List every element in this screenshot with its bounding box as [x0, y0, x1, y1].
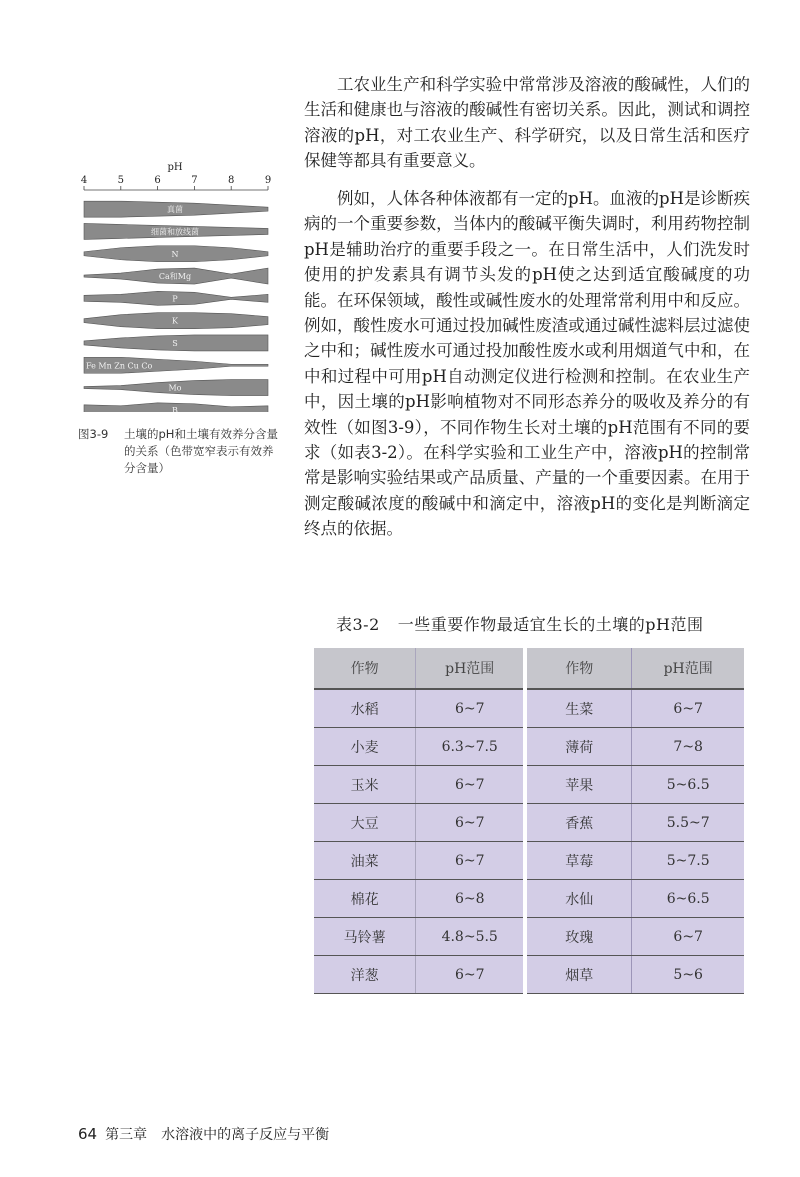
nutrient-bands — [84, 201, 268, 412]
ph-range-cell: 5~6 — [632, 956, 744, 994]
crop-name-cell: 苹果 — [525, 766, 632, 804]
table-title — [336, 612, 703, 635]
ph-range-cell: 6~7 — [632, 689, 744, 728]
nutrient-band-label: N — [171, 249, 179, 259]
crop-name-cell: 水仙 — [525, 880, 632, 918]
table-number: 表3-2 — [336, 615, 380, 634]
chapter-label: 第三章 — [105, 1127, 148, 1143]
nutrient-band-label: P — [172, 294, 178, 304]
ph-tick-label: 5 — [117, 175, 124, 186]
ph-range-cell: 7~8 — [632, 728, 744, 766]
crop-name-cell: 油菜 — [314, 842, 416, 880]
nutrient-band-label: Mo — [168, 383, 182, 393]
crop-name-cell: 玫瑰 — [525, 918, 632, 956]
table-row — [314, 804, 744, 842]
crop-name-cell: 薄荷 — [525, 728, 632, 766]
ph-axis — [81, 175, 271, 190]
header-crop: 作物 — [314, 648, 416, 689]
intro-paragraph: 工农业生产和科学实验中常常涉及溶液的酸碱性，人们的生活和健康也与溶液的酸碱性有密切关系。因此，测试和调控溶液的pH，对工农业生产、科学研究，以及日常生活和医疗保健等都具有重要意义。 — [304, 75, 750, 171]
ph-range-cell: 6~7 — [416, 842, 525, 880]
crop-name-cell: 棉花 — [314, 880, 416, 918]
figure-number: 图3-9 — [78, 427, 109, 441]
table-title-text: 一些重要作物最适宜生长的土壤的pH范围 — [397, 615, 704, 634]
nutrient-band-label: K — [172, 316, 178, 326]
page-footer — [78, 1124, 329, 1144]
ph-tick-label: 7 — [191, 175, 198, 186]
crop-name-cell: 香蕉 — [525, 804, 632, 842]
ph-range-cell: 6~7 — [416, 766, 525, 804]
page-number: 64 — [78, 1125, 98, 1143]
body-paragraph: 例如，人体各种体液都有一定的pH。血液的pH是诊断疾病的一个重要参数，当体内的酸碱平衡失调时，利用药物控制pH是辅助治疗的重要手段之一。在日常生活中，人们洗发时使用的护发素具有调节头发的pH使之达到适宜酸碱度的功能。在环保领域，酸性或碱性废水的处理常常利用中和反应。例如，酸性废水可通过投加碱性废渣或通过碱性滤料层过滤使之中和；碱性废水可通过投加酸性废水或利用烟道气中和，在中和过程中可用pH自动测定仪进行检测和控制。在农业生产中，因土壤的pH影响植物对不同形态养分的吸收及养分的有效性（如图3-9），不同作物生长对土壤的pH范围有不同的要求（如表3-2）。在科学实验和工业生产中，溶液pH的控制常常是影响实验结果或产品质量、产量的一个重要因素。在用于测定酸碱浓度的酸碱中和滴定中，溶液pH的变化是判断滴定终点的依据。 — [304, 189, 750, 539]
nutrient-band-label: S — [172, 338, 178, 348]
ph-tick-label: 9 — [264, 175, 272, 186]
crop-name-cell: 玉米 — [314, 766, 416, 804]
ph-range-cell: 6~7 — [416, 689, 525, 728]
crop-ph-table — [314, 648, 744, 994]
ph-range-cell: 6~7 — [416, 804, 525, 842]
crop-name-cell: 水稻 — [314, 689, 416, 728]
ph-tick-label: 6 — [154, 175, 161, 186]
ph-range-cell: 6~7 — [632, 918, 744, 956]
nutrient-band-label: 真菌 — [167, 205, 183, 215]
nutrient-band-label: Fe Mn Zn Cu Co — [86, 361, 153, 371]
ph-range-cell: 4.8~5.5 — [416, 918, 525, 956]
ph-tick-label: 8 — [228, 175, 235, 186]
table-row — [314, 842, 744, 880]
table-row — [314, 956, 744, 994]
table-row — [314, 728, 744, 766]
figure-caption-text: 土壤的pH和土壤有效养分含量的关系（色带宽窄表示有效养分含量） — [124, 427, 278, 475]
ph-range-cell: 6~6.5 — [632, 880, 744, 918]
nutrient-band-label: B — [172, 405, 178, 412]
ph-range-cell: 6~8 — [416, 880, 525, 918]
table-row — [314, 880, 744, 918]
table-header-row — [314, 648, 744, 689]
crop-name-cell: 烟草 — [525, 956, 632, 994]
soil-ph-nutrient-diagram — [72, 162, 278, 412]
crop-name-cell: 草莓 — [525, 842, 632, 880]
header-ph-range: pH范围 — [632, 648, 744, 689]
crop-name-cell: 小麦 — [314, 728, 416, 766]
ph-range-cell: 5~7.5 — [632, 842, 744, 880]
header-ph-range: pH范围 — [416, 648, 525, 689]
crop-name-cell: 生菜 — [525, 689, 632, 728]
table-row — [314, 918, 744, 956]
header-crop: 作物 — [525, 648, 632, 689]
crop-name-cell: 马铃薯 — [314, 918, 416, 956]
crop-name-cell: 洋葱 — [314, 956, 416, 994]
table-row — [314, 766, 744, 804]
ph-range-cell: 5.5~7 — [632, 804, 744, 842]
ph-range-cell: 6.3~7.5 — [416, 728, 525, 766]
ph-tick-label: 4 — [80, 175, 88, 186]
nutrient-band-label: 细菌和放线菌 — [151, 227, 199, 237]
table-row — [314, 689, 744, 728]
soil-ph-nutrient-figure — [72, 162, 278, 412]
ph-range-cell: 5~6.5 — [632, 766, 744, 804]
ph-axis-title: pH — [167, 162, 183, 173]
crop-name-cell: 大豆 — [314, 804, 416, 842]
ph-range-cell: 6~7 — [416, 956, 525, 994]
chapter-title: 水溶液中的离子反应与平衡 — [161, 1127, 330, 1143]
nutrient-band-label: Ca和Mg — [158, 272, 192, 282]
